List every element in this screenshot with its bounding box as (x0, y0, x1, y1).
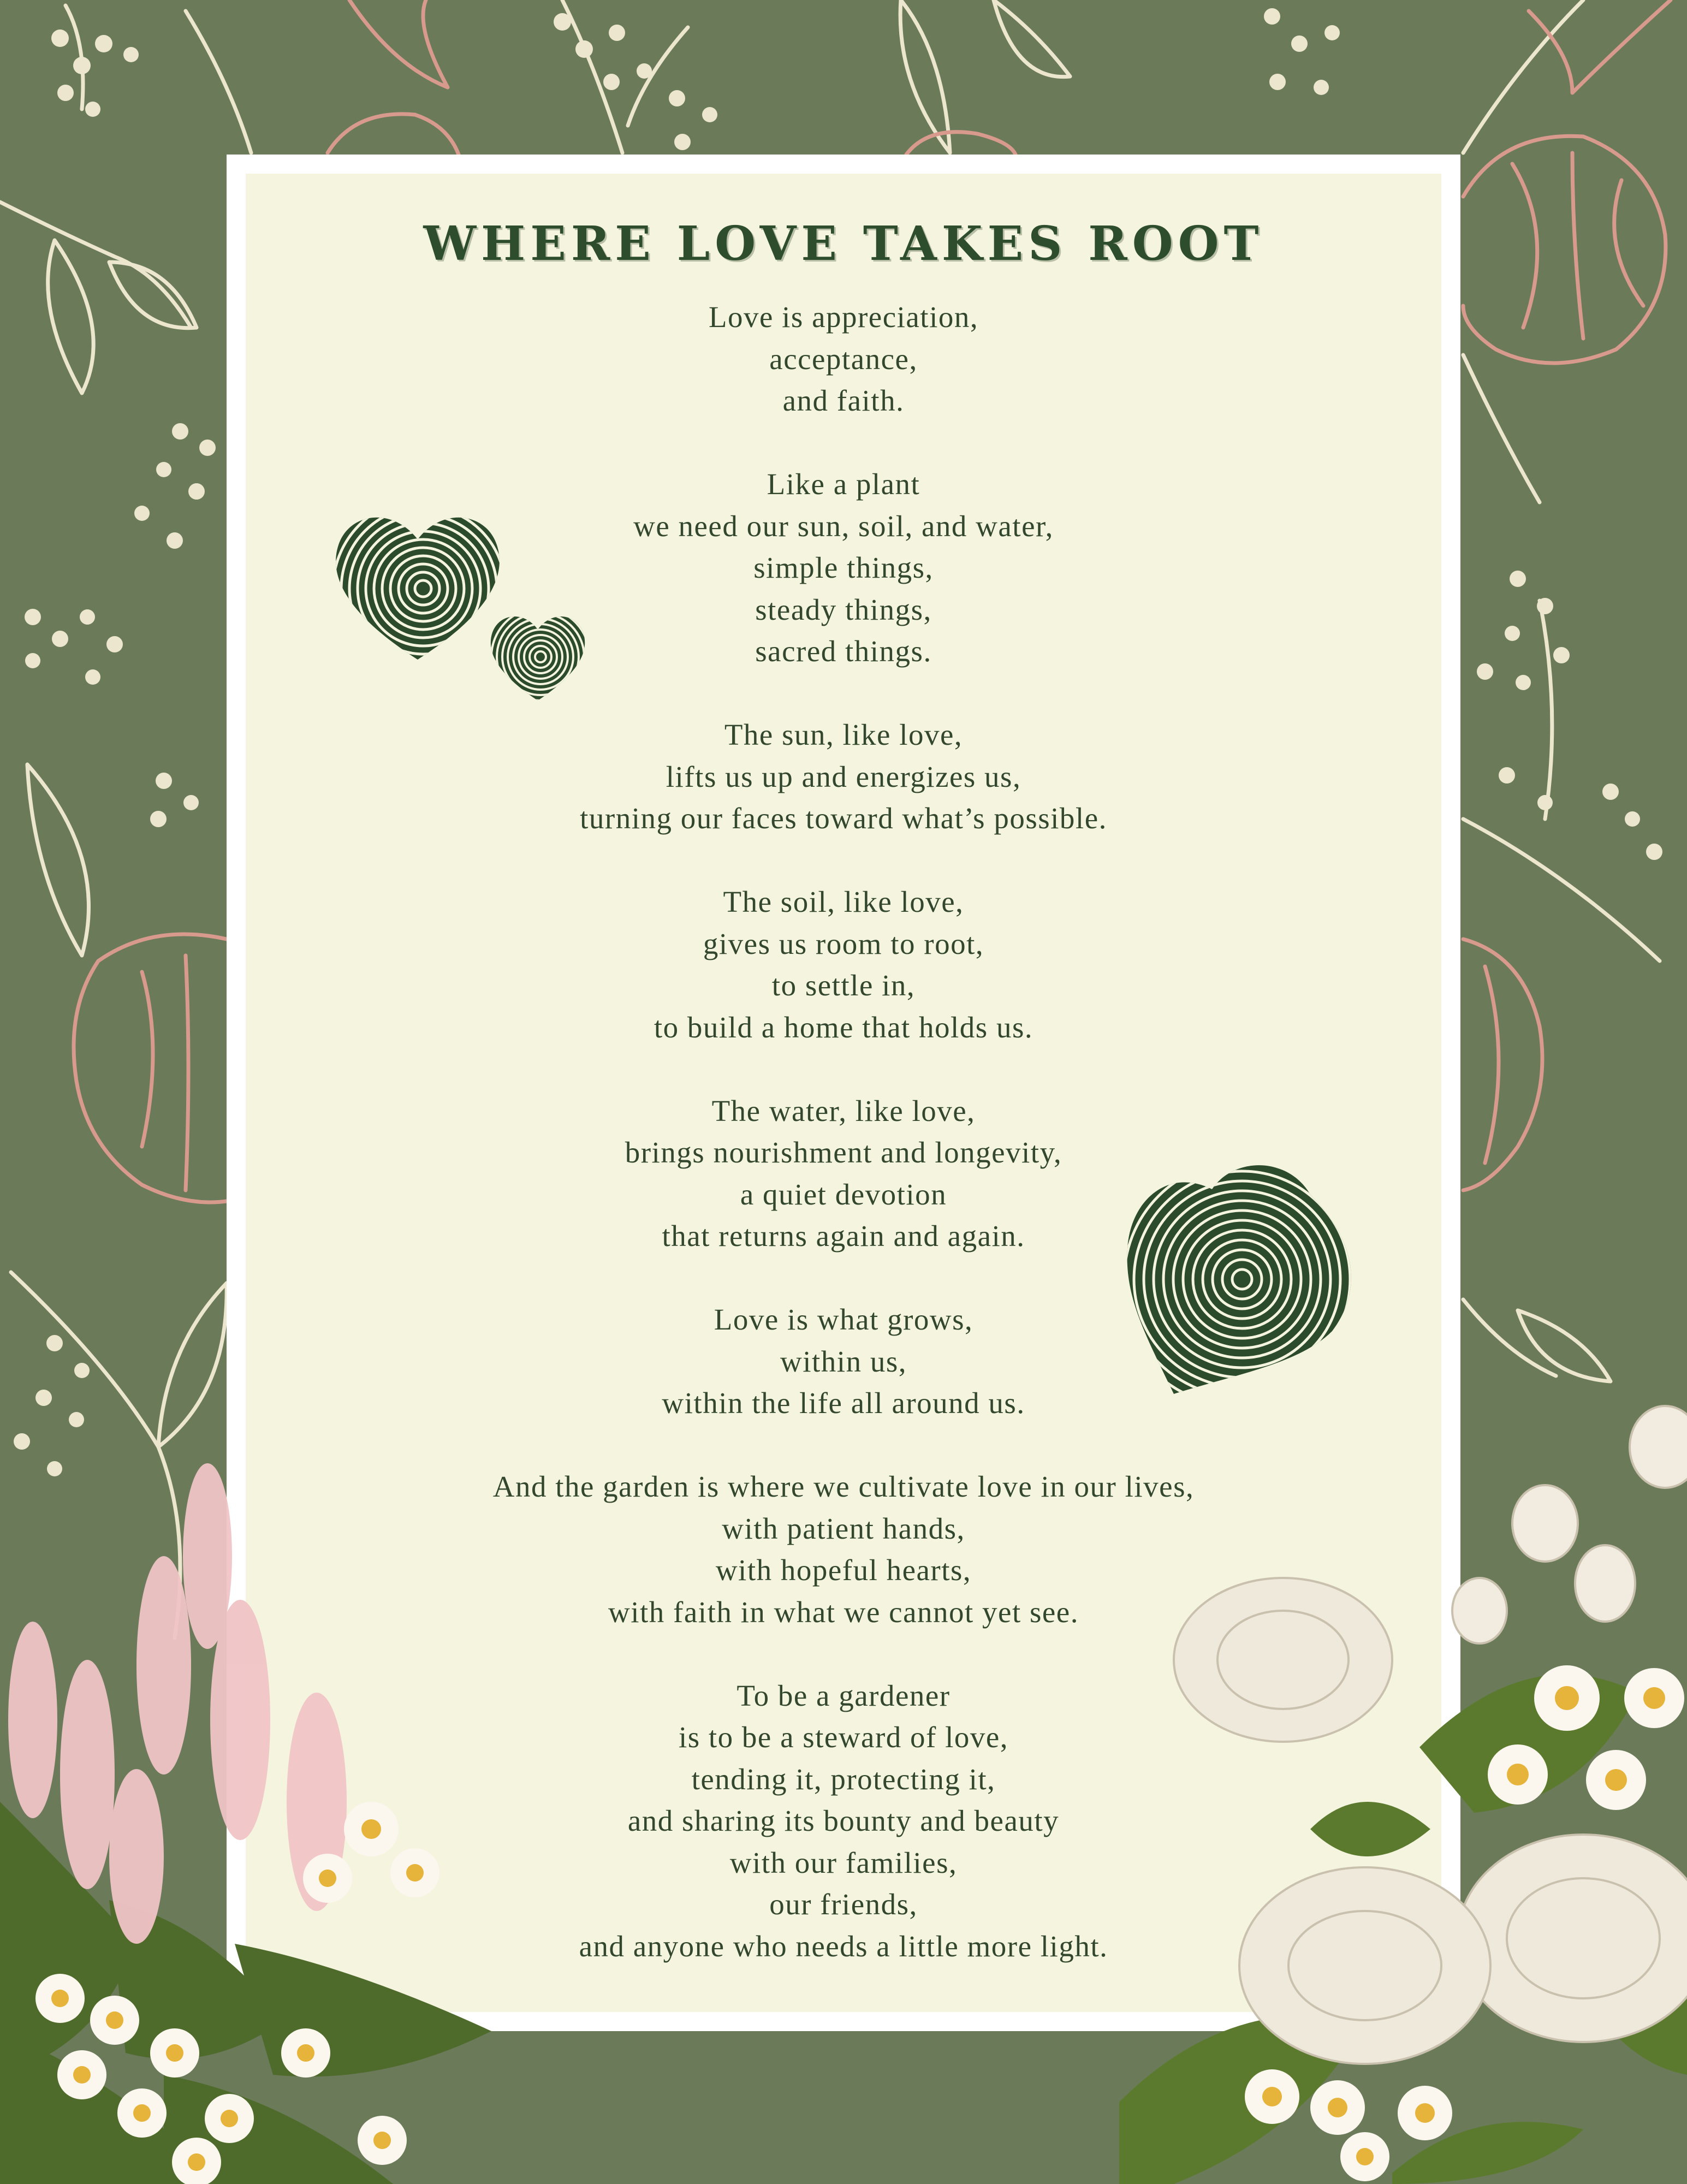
poem-line: with faith in what we cannot yet see. (608, 1595, 1079, 1629)
poem-line: acceptance, (769, 342, 918, 376)
branch-icon (1463, 819, 1660, 961)
poem-line: with patient hands, (722, 1511, 965, 1545)
poem-title: WHERE LOVE TAKES ROOT (423, 216, 1264, 271)
poem-line: turning our faces toward what’s possible. (580, 802, 1107, 835)
morning-glory-icon (349, 0, 448, 87)
poem-line: gives us room to root, (703, 927, 984, 960)
poem-line: a quiet devotion (740, 1177, 947, 1211)
poem-line: is to be a steward of love, (678, 1720, 1009, 1754)
branch-icon (1463, 355, 1540, 502)
fingerprint-heart-icon (1125, 1156, 1365, 1397)
leaf-icon (27, 764, 89, 956)
branch-icon (1463, 1299, 1556, 1376)
morning-glory-icon (74, 934, 227, 1202)
leaf-icon (1518, 1310, 1611, 1381)
morning-glory-icon (1529, 0, 1671, 93)
branch-icon (11, 1272, 180, 1638)
poem-stanza (246, 296, 1441, 422)
poem-line: lifts us up and energizes us, (666, 759, 1021, 793)
poem-line: that returns again and again. (662, 1219, 1025, 1253)
morning-glory-icon (906, 132, 1015, 155)
poem-line: tending it, protecting it, (691, 1762, 996, 1796)
poem-stanza (246, 881, 1441, 1048)
leaf-icon (48, 240, 93, 393)
branch-icon (186, 11, 251, 153)
leaf-icon (994, 0, 1070, 77)
morning-glory-icon (1463, 136, 1666, 363)
poem-card (246, 174, 1441, 2012)
poem-line: and sharing its bounty and beauty (627, 1804, 1060, 1837)
poem-line: with our families, (729, 1845, 958, 1879)
poem-line: we need our sun, soil, and water, (633, 509, 1054, 543)
poem-line: The soil, like love, (723, 885, 964, 918)
poem-line: simple things, (753, 551, 934, 584)
poem-line: and anyone who needs a little more light. (579, 1929, 1108, 1963)
poem-line: within the life all around us. (662, 1386, 1025, 1420)
poem-line: Love is appreciation, (708, 300, 979, 334)
leaf-sprig-icon (0, 202, 191, 328)
poem-line: to settle in, (771, 969, 916, 1002)
morning-glory-icon (328, 114, 459, 155)
branch-icon (628, 27, 688, 126)
poem-line: The sun, like love, (724, 718, 963, 751)
poem-line: And the garden is where we cultivate love in our lives, (492, 1470, 1195, 1503)
branch-icon (1540, 601, 1552, 819)
poem-line: brings nourishment and longevity, (625, 1136, 1062, 1169)
poem-stanza (246, 1675, 1441, 1968)
poem-stanza (246, 1466, 1441, 1633)
poem-stanza (246, 714, 1441, 840)
poem-frame (227, 155, 1460, 2031)
poem-line: Love is what grows, (714, 1303, 973, 1336)
morning-glory-icon (1463, 939, 1542, 1190)
poem-line: steady things, (755, 592, 932, 626)
branch-icon (1463, 0, 1583, 153)
leaf-icon (900, 0, 950, 153)
poem-line: To be a gardener (736, 1678, 951, 1712)
poem-line: our friends, (769, 1888, 918, 1921)
poem-line: sacred things. (755, 634, 932, 668)
fingerprint-heart-icon (328, 496, 508, 670)
poem-line: within us, (780, 1344, 907, 1378)
poem-line: with hopeful hearts, (715, 1553, 972, 1587)
poem-line: and faith. (782, 384, 905, 417)
poem-line: The water, like love, (711, 1094, 976, 1127)
poem-line: to build a home that holds us. (654, 1010, 1033, 1044)
leaf-icon (158, 1283, 227, 1447)
fingerprint-heart-icon (486, 605, 590, 703)
poem-line: Like a plant (767, 467, 920, 501)
